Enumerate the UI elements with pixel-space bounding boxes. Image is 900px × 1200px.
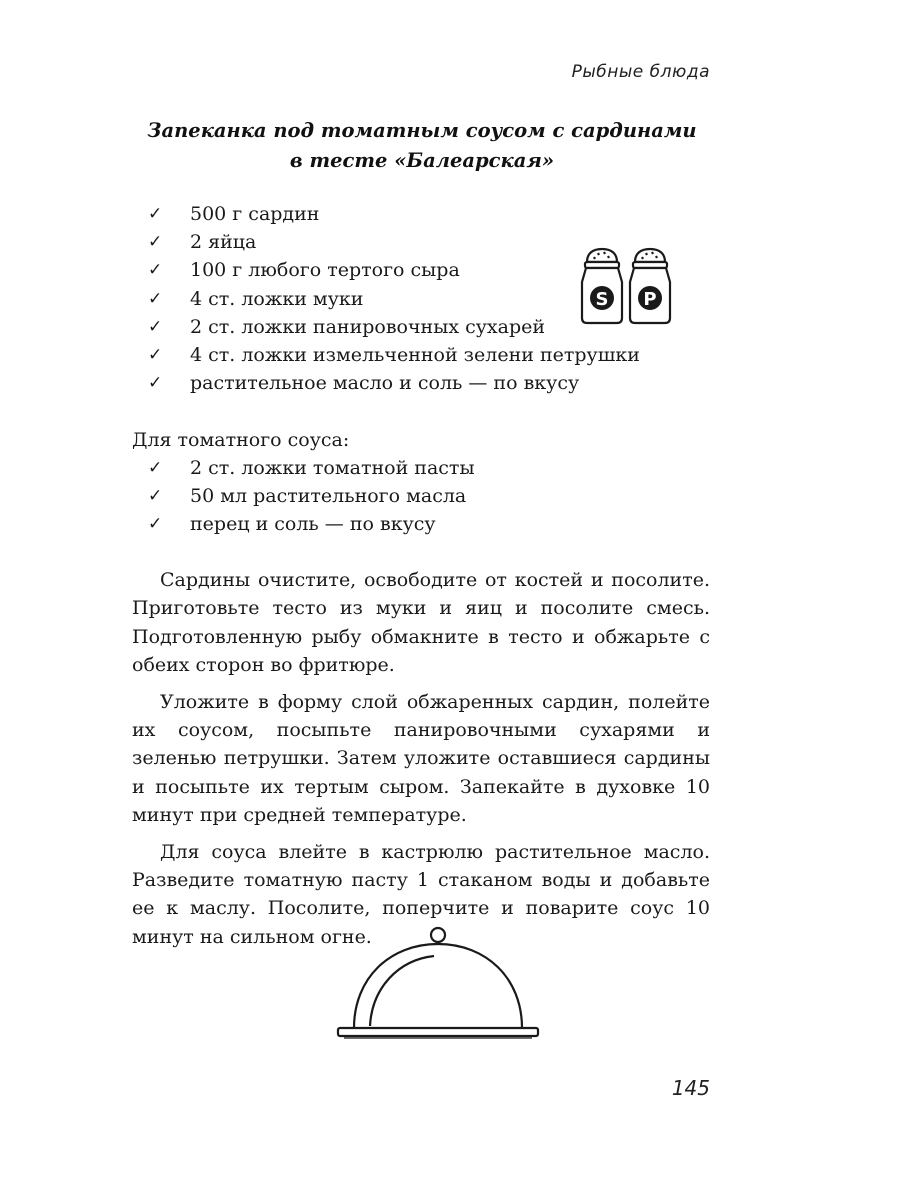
instruction-paragraph: Сардины очистите, освободите от костей и посолите. Приготовьте тесто из муки и яиц и посолите смесь. Подготовленную рыбу обмакните в тесто и обжарьте с обеих сторон во фритюре. <box>132 569 710 677</box>
ingredient-text: 50 мл растительного масла <box>190 485 467 508</box>
instruction-paragraph: Для соуса влейте в кастрюлю растительное масло. Разведите томатную пасту 1 стаканом воды и добавьте ее к маслу. Посолите, поперчите и поварите соус 10 минут на сильном огне. <box>132 840 710 948</box>
list-item <box>132 510 475 538</box>
checkmark-icon: ✓ <box>148 260 163 281</box>
page-number: 145 <box>671 1076 710 1100</box>
running-head: Рыбные блюда <box>571 62 710 82</box>
ingredient-text: 500 г сардин <box>190 203 320 225</box>
list-item <box>132 200 640 228</box>
sauce-ingredients-list <box>132 454 475 539</box>
checkmark-icon: ✓ <box>148 316 163 337</box>
list-item <box>132 285 640 313</box>
ingredient-text: 2 яйца <box>190 231 257 254</box>
pepper-letter: P <box>643 289 657 310</box>
recipe-title <box>132 116 712 176</box>
checkmark-icon: ✓ <box>148 204 163 224</box>
checkmark-icon: ✓ <box>148 514 163 535</box>
ingredient-text: 2 ст. ложки панировочных сухарей <box>190 315 546 338</box>
recipe-title-line-1: Запеканка под томатным соусом с сардинами <box>147 119 697 142</box>
ingredient-text: 2 ст. ложки томатной пасты <box>190 457 475 479</box>
ingredient-text: 4 ст. ложки муки <box>190 287 364 310</box>
ingredient-text: 100 г любого тертого сыра <box>190 259 460 282</box>
checkmark-icon: ✓ <box>148 288 163 309</box>
checkmark-icon: ✓ <box>148 486 163 507</box>
checkmark-icon: ✓ <box>148 232 163 253</box>
instruction-paragraph: Уложите в форму слой обжаренных сардин, полейте их соусом, посыпьте панировочными сухарями и зеленью петрушки. Затем уложите оставшиеся сардины и посыпьте их тертым сыром. Запекайте в духовке 10 минут при средней температуре. <box>132 690 710 827</box>
ingredient-text: 4 ст. ложки измельченной зелени петрушки <box>190 344 640 367</box>
ingredient-text: растительное масло и соль — по вкусу <box>190 372 580 395</box>
checkmark-icon: ✓ <box>148 373 163 394</box>
salt-letter: S <box>595 289 609 310</box>
ingredient-text: перец и соль — по вкусу <box>190 513 436 536</box>
sauce-heading: Для томатного соуса: <box>132 429 350 451</box>
cloche-icon <box>334 922 546 1046</box>
recipe-title-line-2: в тесте «Балеарская» <box>289 149 555 172</box>
list-item <box>132 228 640 256</box>
ingredients-list <box>132 200 640 397</box>
pepper-shaker-icon <box>630 249 670 323</box>
list-item <box>132 454 475 482</box>
salt-shaker-icon <box>582 249 622 323</box>
recipe-instructions <box>132 566 710 959</box>
checkmark-icon: ✓ <box>148 458 163 478</box>
list-item <box>132 313 640 341</box>
list-item <box>132 256 640 284</box>
salt-pepper-shakers-illustration <box>578 244 678 328</box>
list-item <box>132 369 640 397</box>
list-item <box>132 482 475 510</box>
list-item <box>132 341 640 369</box>
checkmark-icon: ✓ <box>148 345 163 366</box>
